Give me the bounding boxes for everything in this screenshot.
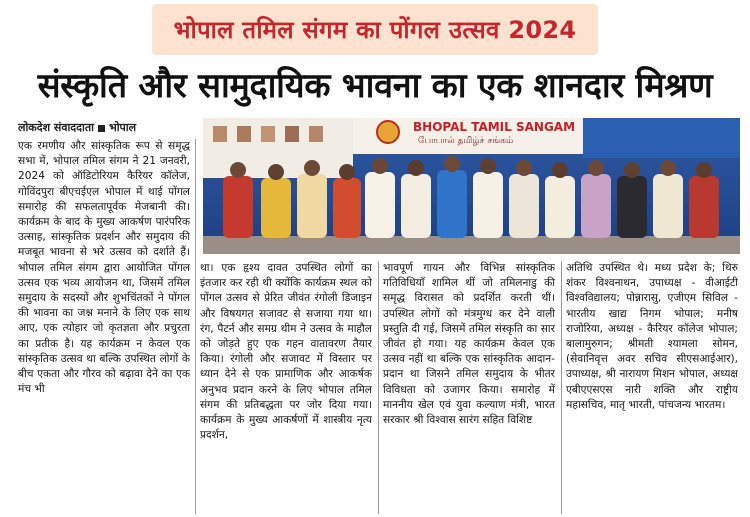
kicker-text: भोपाल तमिल संगम का पोंगल उत्सव 2024 — [152, 4, 599, 55]
byline — [18, 120, 136, 138]
column-rule-3 — [561, 261, 562, 514]
article-column-4: अतिथि उपस्थित थे। मध्य प्रदेश के; थिरु शंकर विश्वनाथन, उपाध्यक्ष - वीआईटी विश्वविद्यालय; पोन्नारासु, एजीएम सिविल - भारतीय खाद्य निगम भोपाल; मनीष राजोरिया, अध्यक्ष - कैरियर कॉलेज भोपाल; बालामुरुगन; श्रीमती श्यामला सोमन, (सेवानिवृत्त अवर सचिव सीएसआईआर), उपाध्यक्ष, श्री नारायण मिशन भोपाल, अध्यक्ष एबीएएसएस नारी शक्ति और राष्ट्रीय महासचिव, मातृ भारती, पांचजन्य भारतम। — [566, 262, 738, 411]
article-column-1: एक रमणीय और सांस्कृतिक रूप से समृद्ध सभा में, भोपाल तमिल संगम ने 21 जनवरी, 2024 को ऑडिटोरियम कैरियर कॉलेज, गोविंदपुरा बीएचईएल भोपाल में थाई पोंगल समारोह की सफलतापूर्वक मेजबानी की। कार्यक्रम के बाद के मुख्य आकर्षण पारंपरिक उत्साह, सांस्कृतिक प्रदर्शन और समुदाय की मजबूत भावना से भरे उत्सव को दर्शाते हैं। भोपाल तमिल संगम द्वारा आयोजित पोंगल उत्सव एक भव्य आयोजन था, जिसमें तमिल समुदाय के सदस्यों और शुभचिंतकों ने पोंगल की भावना का जश्न मनाने के लिए एक साथ आए, एक त्योहार जो कृतज्ञता और प्रचुरता का प्रतीक है। यह कार्यक्रम न केवल एक सांस्कृतिक उत्सव था बल्कि उपस्थित लोगों के बीच एकता और गौरव को बढ़ावा देने का एक मंच भी — [18, 140, 190, 396]
column-rule-1 — [195, 139, 196, 514]
kicker-banner — [0, 0, 750, 58]
byline-reporter: लोकदेश संवाददाता — [18, 121, 94, 134]
column-rule-2 — [378, 261, 379, 514]
photo-banner-title: BHOPAL TAMIL SANGAM — [413, 120, 576, 134]
article-column-2: था। एक हृश्य दावत उपस्थित लोगों का इंतजार कर रही थी क्योंकि कार्यक्रम स्थल को पोंगल उत्सव से प्रेरित जीवंत रंगोली डिजाइन और विषयगत सजावट से सजाया गया था। रंग, पैटर्न और समग्र थीम ने उत्सव के माहौल को जोड़ते हुए एक गहन वातावरण तैयार किया। रंगोली और सजावट में विस्तार पर ध्यान देने से एक प्रामाणिक और आकर्षक अनुभव प्रदान करने के लिए भोपाल तमिल संगम की प्रतिबद्धता पर जोर दिया गया। कार्यक्रम के मुख्य आकर्षणों में शास्त्रीय नृत्य प्रदर्शन, — [200, 262, 372, 442]
article-column-3: भावपूर्ण गायन और विभिन्न सांस्कृतिक गतिविधियाँ शामिल थीं जो तमिलनाडु की समृद्ध विरासत को प्रदर्शित करती थीं। उपस्थित लोगों को मंत्रमुग्ध कर देने वाली प्रस्तुति दी गई, जिसमें तमिल संस्कृति का सार जीवंत हो गया। यह कार्यक्रम केवल एक उत्सव नहीं था बल्कि एक सांस्कृतिक आदान-प्रदान था जिसने तमिल समुदाय के भीतर विविधता को उजागर किया। समारोह में माननीय खेल एवं युवा कल्याण मंत्री, भारत सरकार श्री विश्वास सारंग सहित विशिष्ट — [383, 262, 555, 427]
event-photo — [203, 118, 740, 254]
headline: संस्कृति और सामुदायिक भावना का एक शानदार मिश्रण — [37, 66, 713, 106]
byline-city: भोपाल — [108, 121, 137, 134]
byline-separator — [98, 125, 105, 132]
photo-banner-subtitle: போபால் தமிழ்ச் சங்கம் — [418, 136, 514, 146]
